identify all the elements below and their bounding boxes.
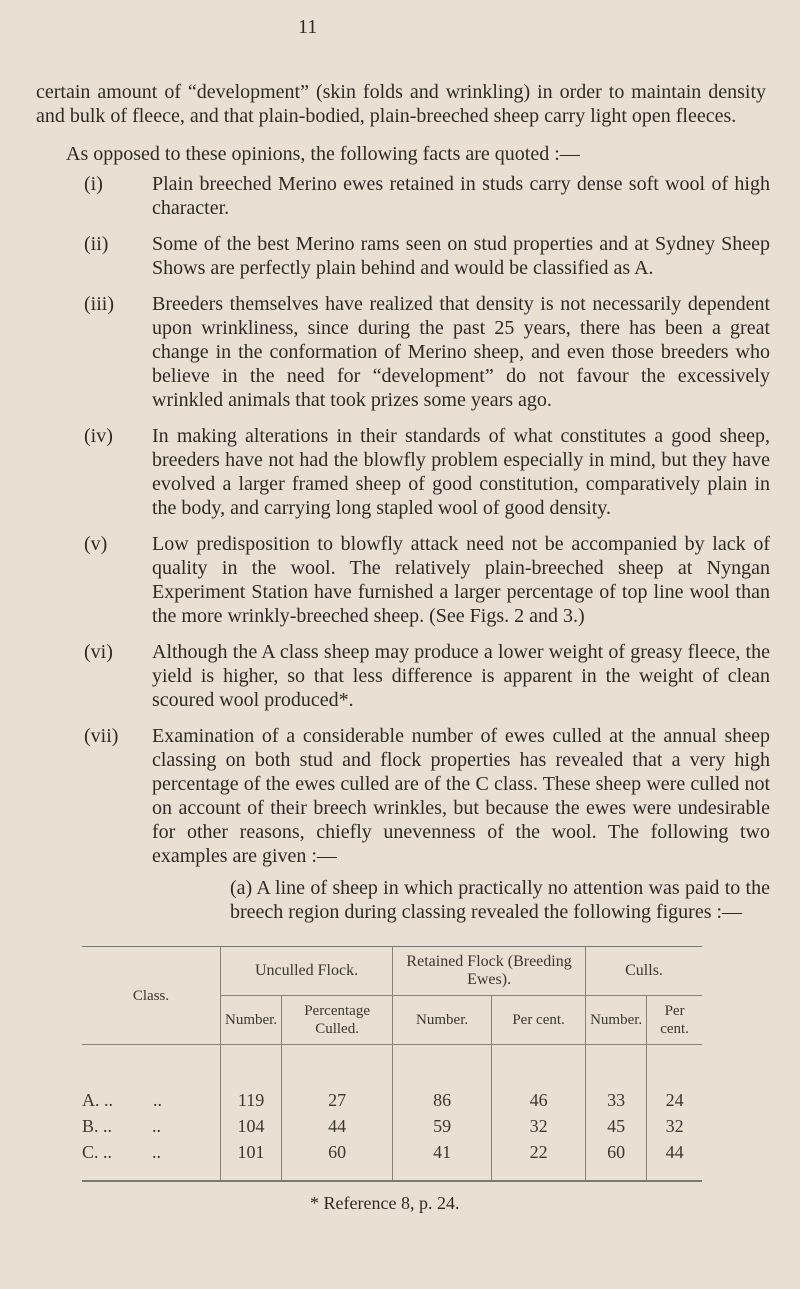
column-header: Percentage Culled. — [282, 996, 393, 1045]
cell: 60 — [586, 1139, 647, 1181]
cell: 46 — [492, 1087, 586, 1113]
class-label: C. .. — [82, 1142, 113, 1162]
class-label: A. .. — [82, 1090, 113, 1110]
cell: 44 — [282, 1113, 393, 1139]
item-text: Some of the best Merino rams seen on stud properties and at Sydney Sheep Shows are perfectly plain behind and would be classified as A. — [152, 233, 770, 279]
item-label: (v) — [84, 533, 108, 555]
table-row — [82, 1113, 702, 1139]
cell: 60 — [282, 1139, 393, 1181]
facts-list — [36, 172, 770, 924]
intro-paragraph: certain amount of “development” (skin folds and wrinkling) in order to maintain density and bulk of fleece, and that plain-bodied, plain-breeched sheep carry light open fleeces. — [36, 81, 766, 127]
cell: 86 — [393, 1087, 492, 1113]
lead-paragraph: As opposed to these opinions, the following facts are quoted :— — [66, 143, 580, 165]
cell: 119 — [221, 1087, 282, 1113]
class-header: Class. — [82, 947, 221, 1045]
list-item — [36, 724, 770, 868]
item-label: (vii) — [84, 725, 119, 747]
leader-dots: .. — [152, 1116, 162, 1136]
list-item — [36, 532, 770, 628]
item-label: (iv) — [84, 425, 113, 447]
table-row — [82, 1087, 702, 1113]
item-label: (ii) — [84, 233, 109, 255]
item-label: (i) — [84, 173, 103, 195]
cell: 32 — [492, 1113, 586, 1139]
item-label: (iii) — [84, 293, 114, 315]
group-header: Retained Flock (Breeding Ewes). — [393, 947, 586, 996]
item-text: Plain breeched Merino ewes retained in studs carry dense soft wool of high character. — [152, 173, 770, 219]
column-header: Per cent. — [492, 996, 586, 1045]
cell: 27 — [282, 1087, 393, 1113]
item-text: Low predisposition to blowfly attack need not be accompanied by lack of quality in the wool. The relatively plain-breeched sheep at Nyngan Experiment Station have furnished a larger percentage of top line wool than the more wrinkly-breeched sheep. (See Figs. 2 and 3.) — [152, 533, 770, 627]
cell: 59 — [393, 1113, 492, 1139]
column-header: Number. — [221, 996, 282, 1045]
list-item — [36, 232, 770, 280]
class-label: B. .. — [82, 1116, 113, 1136]
page-number: 11 — [298, 16, 318, 38]
cell: 101 — [221, 1139, 282, 1181]
cell: 44 — [647, 1139, 702, 1181]
cell: 45 — [586, 1113, 647, 1139]
cell: 33 — [586, 1087, 647, 1113]
cell: 22 — [492, 1139, 586, 1181]
column-header: Number. — [586, 996, 647, 1045]
list-item — [36, 640, 770, 712]
item-text: Although the A class sheep may produce a lower weight of greasy fleece, the yield is higher, so that less difference is apparent in the weight of clean scoured wool produced*. — [152, 641, 770, 711]
footnote: * Reference 8, p. 24. — [310, 1193, 460, 1213]
cell: 41 — [393, 1139, 492, 1181]
cell: 32 — [647, 1113, 702, 1139]
leader-dots: .. — [152, 1142, 162, 1162]
list-item — [36, 292, 770, 412]
leader-dots: .. — [153, 1090, 162, 1110]
group-header: Culls. — [586, 947, 702, 996]
item-label: (vi) — [84, 641, 113, 663]
column-header: Number. — [393, 996, 492, 1045]
item-text: Examination of a considerable number of ewes culled at the annual sheep classing on both stud and flock properties has revealed that a very high percentage of the ewes culled are of the C class. These sheep were culled not on account of their breech wrinkles, but because the ewes were undesirable for other reasons, chiefly unevenness of the wool. The following two examples are given :— — [152, 725, 770, 867]
column-header: Per cent. — [647, 996, 702, 1045]
cell: 104 — [221, 1113, 282, 1139]
cell: 24 — [647, 1087, 702, 1113]
culling-table — [82, 946, 702, 1182]
table-row — [82, 1139, 702, 1181]
item-text: Breeders themselves have realized that density is not necessarily dependent upon wrinkliness, since during the past 25 years, there has been a great change in the conformation of Merino sheep, and even those breeders who believe in the need for “development” do not favour the excessively wrinkled animals that took prizes some years ago. — [152, 293, 770, 411]
list-item — [36, 424, 770, 520]
group-header: Unculled Flock. — [221, 947, 393, 996]
sub-item-text: (a) A line of sheep in which practically no attention was paid to the breech region during classing revealed the following figures :— — [230, 877, 770, 923]
item-text: In making alterations in their standards of what constitutes a good sheep, breeders have not had the blowfly problem especially in mind, but they have evolved a larger framed sheep of good constitution, comparatively plain in the body, and carrying long stapled wool of good density. — [152, 425, 770, 519]
list-item — [36, 172, 770, 220]
